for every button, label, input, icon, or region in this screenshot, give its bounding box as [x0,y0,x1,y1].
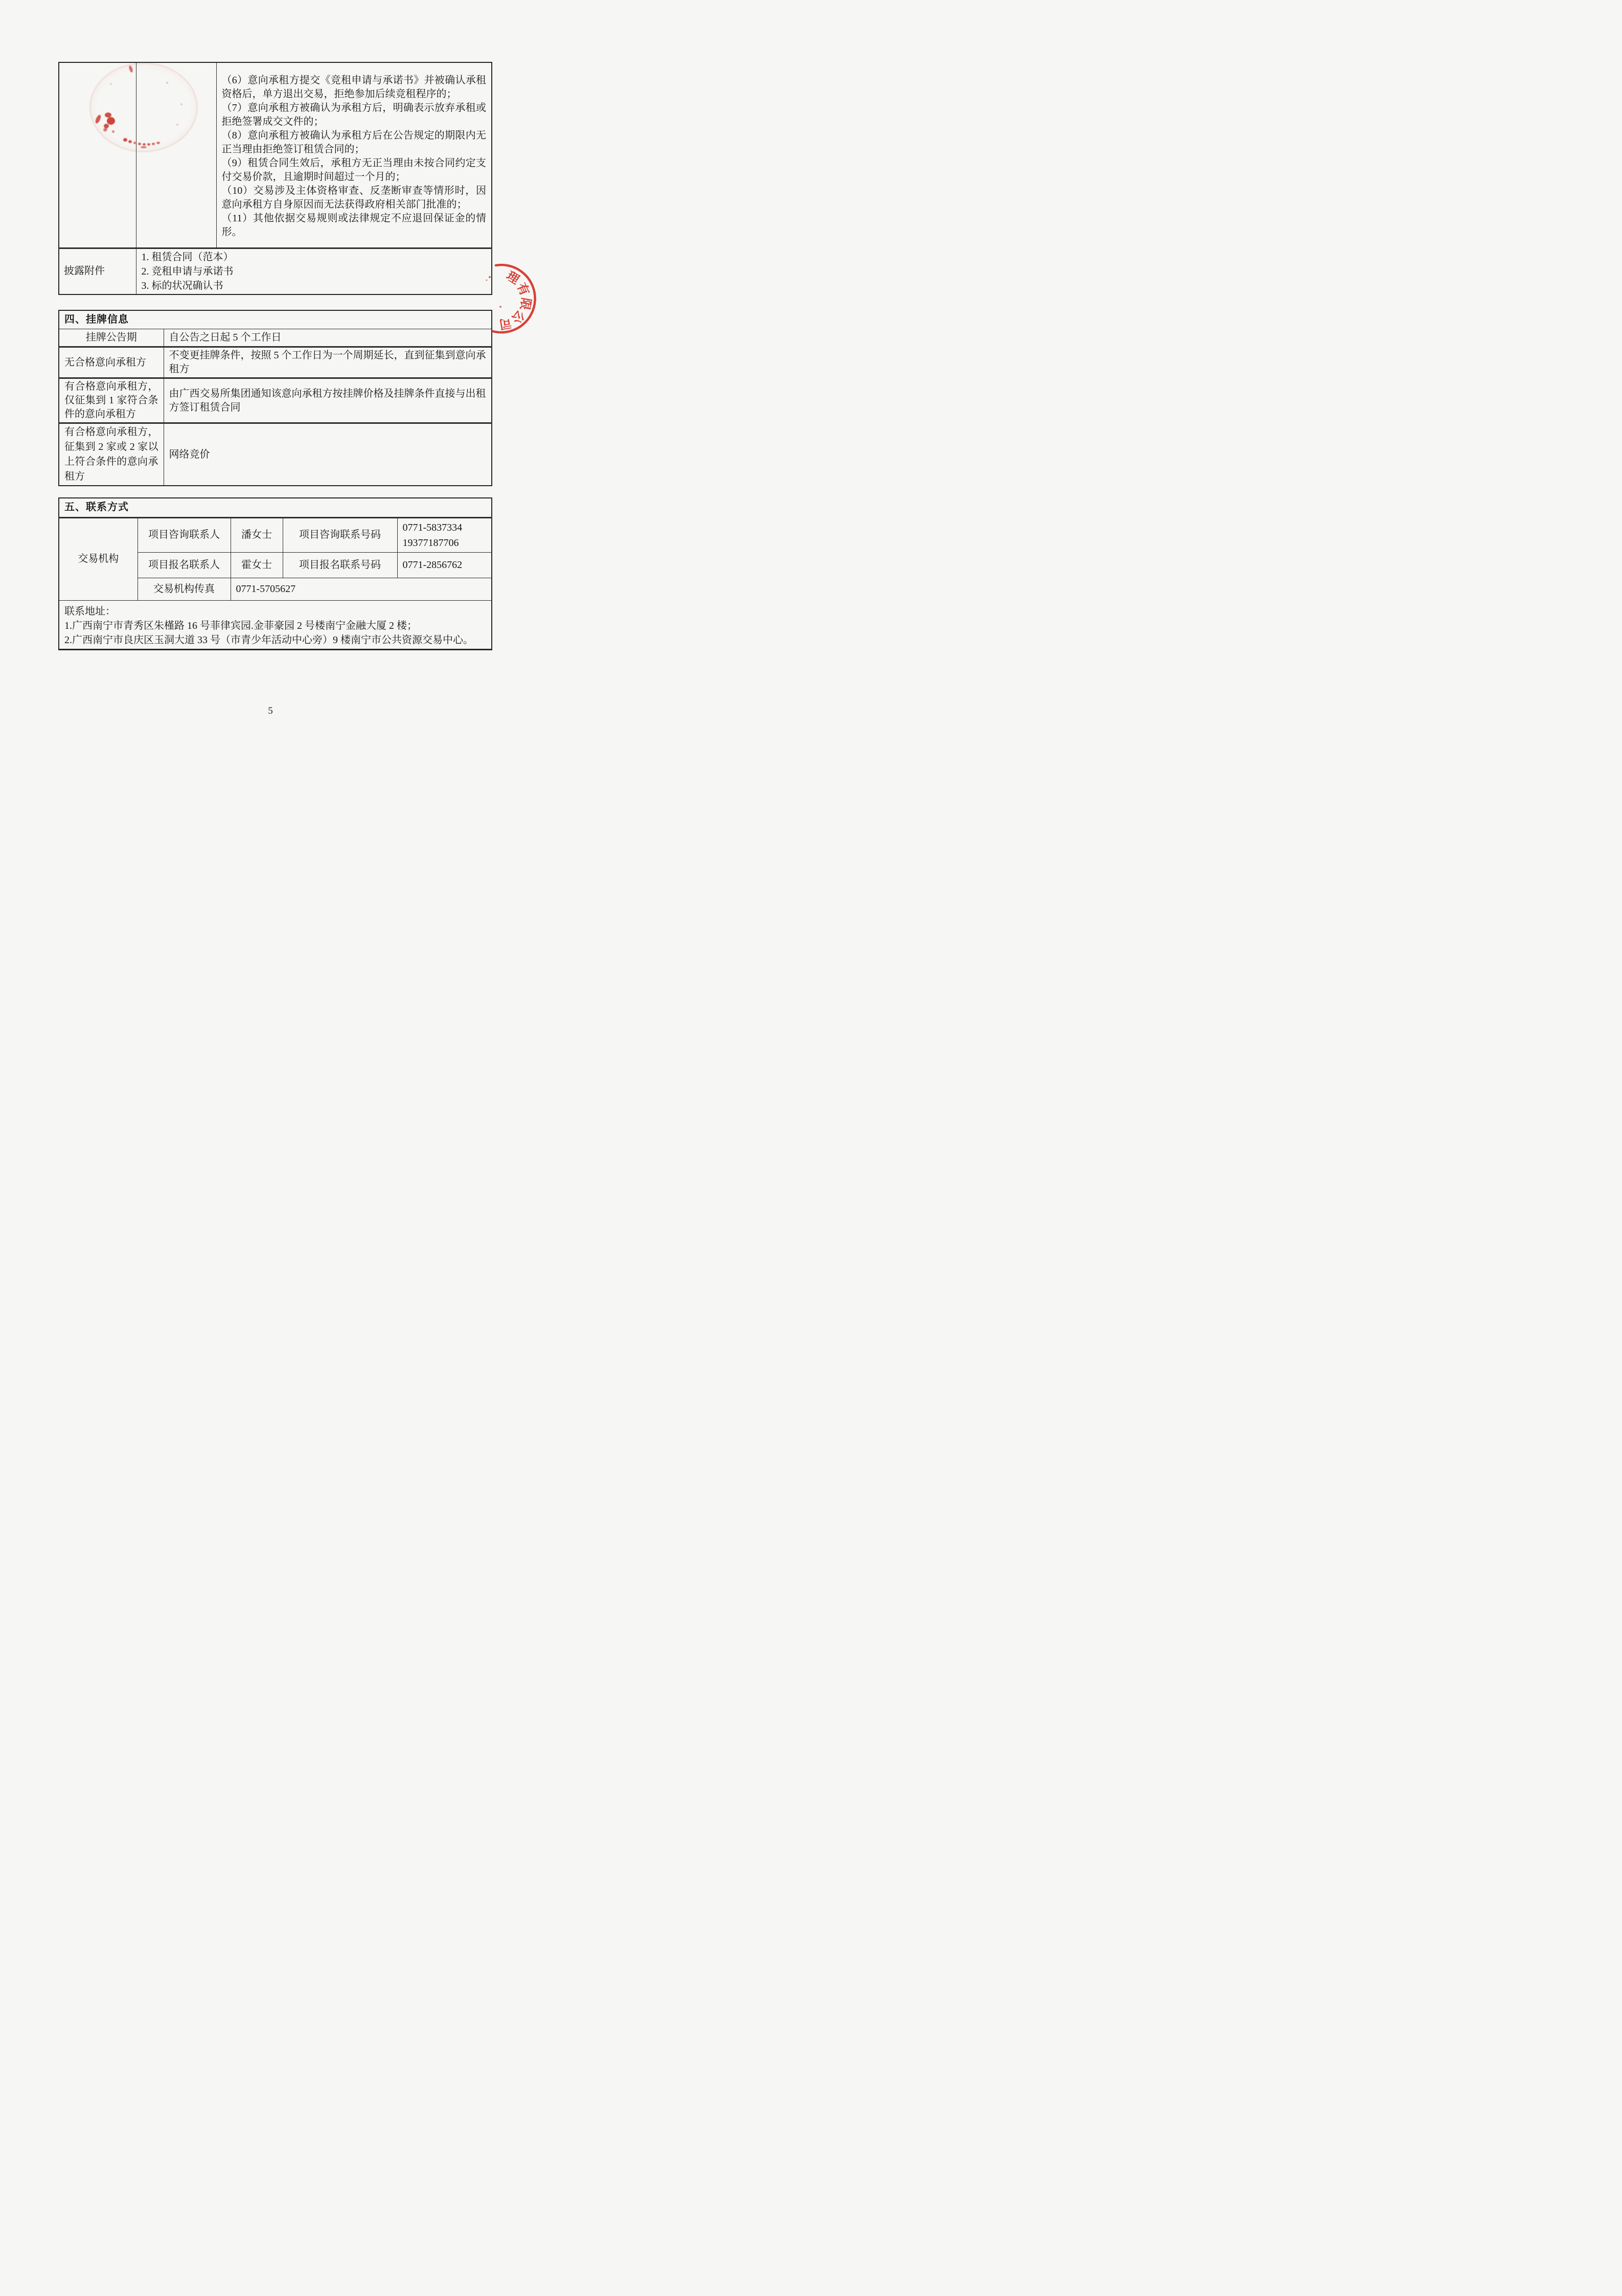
listing-row-value: 自公告之日起 5 个工作日 [164,329,492,347]
fax-number: 0771-5705627 [231,578,492,600]
seal-char: 司 [498,315,513,331]
signup-phone-label: 项目报名联系号码 [283,552,397,578]
attachment-item: 2. 竞租申请与承诺书 [141,265,234,277]
clause-8: （8）意向承租方被确认为承租方后在公告规定的期限内无正当理由拒绝签订租赁合同的； [221,130,486,155]
clause-10: （10）交易涉及主体资格审查、反垄断审查等情形时，因意向承租方自身原因而无法获得政府相关部门批准的； [221,185,486,211]
address-cell [59,600,492,649]
clause-7: （7）意向承租方被确认为承租方后，明确表示放弃承租或拒绝签署成交文件的； [221,102,486,128]
seal-char: 有 [514,281,532,298]
clause-9: （9）租赁合同生效后，承租方无正当理由未按合同约定支付交易价款，且逾期时间超过一个月的； [221,157,486,183]
signup-contact-label: 项目报名联系人 [138,552,231,578]
phone-number: 19377187706 [402,537,459,549]
listing-row-value: 网络竞价 [164,423,492,486]
attachment-item: 3. 标的状况确认书 [141,280,223,291]
address-title: 联系地址： [64,605,116,617]
listing-section-title: 四、挂牌信息 [59,310,492,329]
phone-number: 0771-5837334 [402,521,463,533]
clauses-cell [216,62,492,248]
contact-table [58,497,492,650]
org-label: 交易机构 [59,517,138,600]
listing-row-label: 挂牌公告期 [59,329,164,347]
address-line: 2.广西南宁市良庆区玉洞大道 33 号（市青少年活动中心旁）9 楼南宁市公共资源交易中心。 [64,634,473,646]
empty-cell-middle [136,62,216,248]
document-page [0,0,541,765]
signup-contact-name: 霍女士 [231,552,283,578]
document-content [58,62,491,650]
clause-11: （11）其他依据交易规则或法律规定不应退回保证金的情形。 [221,213,486,238]
listing-info-table [58,310,492,487]
listing-row-value: 不变更挂牌条件，按照 5 个工作日为一个周期延长，直到征集到意向承租方 [164,347,492,378]
contact-section-title: 五、联系方式 [59,498,492,517]
listing-row-label: 有合格意向承租方，仅征集到 1 家符合条件的意向承租方 [59,378,164,423]
clause-6: （6）意向承租方提交《竞租申请与承诺书》并被确认承租资格后，单方退出交易，拒绝参加后续竞租程序的； [221,75,486,100]
deposit-clauses-table [58,62,492,295]
attachments-label: 披露附件 [59,248,136,294]
address-line: 1.广西南宁市青秀区朱槿路 16 号菲律宾园.金菲豪园 2 号楼南宁金融大厦 2 楼； [64,620,417,631]
page-number: 5 [268,706,273,716]
attachments-cell [136,248,492,294]
seal-arc [493,265,535,332]
seal-dot [499,306,501,308]
listing-row-value: 由广西交易所集团通知该意向承租方按挂牌价格及挂牌条件直接与出租方签订租赁合同 [164,378,492,423]
seal-char: 公 [509,307,527,326]
seal-char: 理 [504,269,521,287]
consult-contact-name: 潘女士 [231,517,283,552]
consult-phone-label: 项目咨询联系号码 [283,517,397,552]
empty-cell-left [59,62,136,248]
fax-label: 交易机构传真 [138,578,231,600]
consult-contact-label: 项目咨询联系人 [138,517,231,552]
consult-phones [397,517,492,552]
listing-row-label: 有合格意向承租方，征集到 2 家或 2 家以上符合条件的意向承租方 [59,423,164,486]
signup-phone: 0771-2856762 [397,552,492,578]
attachment-item: 1. 租赁合同（范本） [141,251,234,263]
seal-char: 限 [517,297,533,311]
listing-row-label: 无合格意向承租方 [59,347,164,378]
